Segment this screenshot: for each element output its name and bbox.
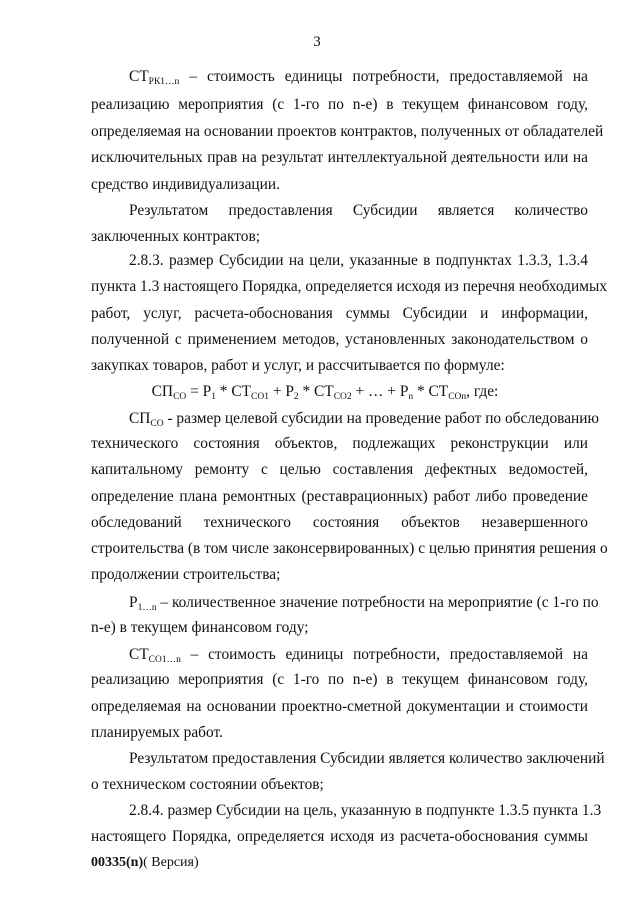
formula: $СП_{СО} = Р_1 * СТ_{СО1} + Р_2 * СТ_{СО2}$ + … + $Р_n * СТ_{СОn}$, где: — [151, 383, 499, 402]
definition-ct-co-first-line: $СТ_{СО1\dots n}$ – стоимость единицы потребности, предоставляемой на — [129, 646, 588, 665]
text-line: о техническом состоянии объектов; — [91, 776, 324, 793]
text-line: средство индивидуализации. — [91, 176, 280, 193]
text-line: продолжении строительства; — [91, 566, 281, 583]
text-line: полученной с применением методов, установленных законодательством о — [91, 331, 588, 348]
document-code: 00335(n) — [91, 855, 144, 870]
text-line: определяемая на основании проектно-сметной документации и стоимости — [91, 698, 588, 715]
definition-ct-rk-first-line: $СТ_{РК1\dots n}$ – стоимость единицы потребности, предоставляемой на — [129, 68, 588, 87]
text-line: пункта 1.3 настоящего Порядка, определяется исходя из перечня необходимых — [91, 278, 608, 295]
text-line: строительства (в том числе законсервированных) с целью принятия решения о — [91, 540, 608, 557]
definition-sp-co-first-line: $СП_{СО}$ - размер целевой субсидии на проведение работ по обследованию — [129, 410, 600, 429]
text-line: определяемая на основании проектов контрактов, полученных от обладателей — [91, 123, 604, 140]
document-footer — [91, 855, 199, 871]
page-number: 3 — [313, 34, 321, 50]
text-line: реализацию мероприятия (с 1-го по n-е) в текущем финансовом году, — [91, 671, 588, 688]
text-line: закупках товаров, работ и услуг, и рассчитывается по формуле: — [91, 357, 505, 374]
text-line: заключенных контрактов; — [91, 228, 261, 245]
text-line: n-е) в текущем финансовом году; — [91, 619, 309, 636]
paragraph-2-8-3-first-line: 2.8.3. размер Субсидии на цели, указанные в подпунктах 1.3.3, 1.3.4 — [129, 252, 588, 269]
text-line: капитальному ремонту с целью составления дефектных ведомостей, — [91, 461, 588, 478]
text-line: работ, услуг, расчета-обоснования суммы Субсидии и информации, — [91, 305, 588, 322]
definition-p-first-line: $Р_{1\dots n}$ – количественное значение потребности на мероприятие (с 1-го по — [129, 594, 599, 613]
result-paragraph-line: Результатом предоставления Субсидии является количество заключений — [129, 750, 605, 767]
result-paragraph-line: Результатом предоставления Субсидии является количество — [129, 202, 588, 219]
text-line: технического состояния объектов, подлежащих реконструкции или — [91, 435, 588, 452]
text-line: настоящего Порядка, определяется исходя из расчета-обоснования суммы — [91, 828, 588, 845]
text-line: обследований технического состояния объектов незавершенного — [91, 514, 588, 531]
text-line: планируемых работ. — [91, 724, 223, 741]
paragraph-2-8-4-first-line: 2.8.4. размер Субсидии на цель, указанную в подпункте 1.3.5 пункта 1.3 — [129, 802, 602, 819]
text-line: исключительных прав на результат интеллектуальной деятельности или на — [91, 149, 588, 166]
document-version: ( Версия) — [143, 855, 199, 870]
text-line: определение плана ремонтных (реставрационных) работ либо проведение — [91, 488, 588, 505]
text-line: реализацию мероприятия (с 1-го по n-е) в текущем финансовом году, — [91, 96, 588, 113]
